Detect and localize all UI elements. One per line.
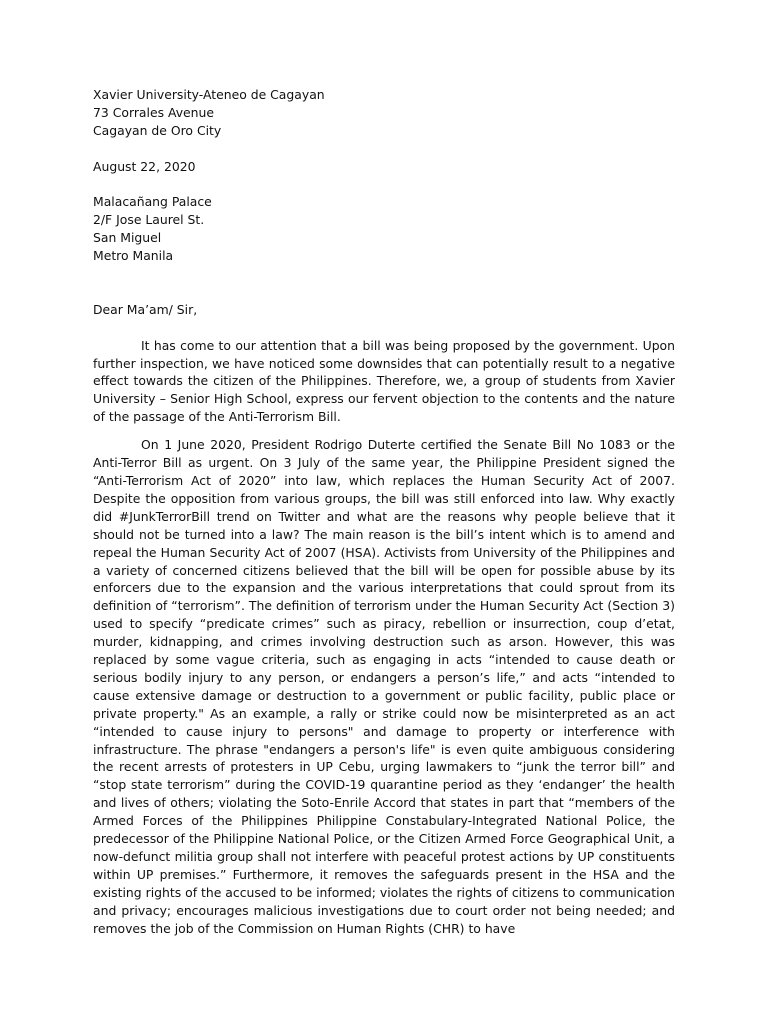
recipient-address [93, 193, 675, 265]
body-paragraph-2: On 1 June 2020, President Rodrigo Duterte certified the Senate Bill No 1083 or the Anti-Terror Bill as urgent. On 3 July of the same year, the Philippine President signed the “Anti-Terrorism Act of 2020” into law, which replaces the Human Security Act of 2007. Despite the opposition from various groups, the bill was still enforced into law. Why exactly did #JunkTerrorBill trend on Twitter and what are the reasons why people believe that it should not be turned into a law? The main reason is the bill’s intent which is to amend and repeal the Human Security Act of 2007 (HSA). Activists from University of the Philippines and a variety of concerned citizens believed that the bill will be open for possible abuse by its enforcers due to the expansion and the various interpretations that could sprout from its definition of “terrorism”. The definition of terrorism under the Human Security Act (Section 3) used to specify “predicate crimes” such as piracy, rebellion or insurrection, coup d’etat, murder, kidnapping, and crimes involving destruction such as arson. However, this was replaced by some vague criteria, such as engaging in acts “intended to cause death or serious bodily injury to any person, or endangers a person’s life,” and acts “intended to cause extensive damage or destruction to a government or public facility, public place or private property." As an example, a rally or strike could now be misinterpreted as an act “intended to cause injury to persons" and damage to property or interference with infrastructure. The phrase "endangers a person's life" is even quite ambiguous considering the recent arrests of protesters in UP Cebu, urging lawmakers to “junk the terror bill” and “stop state terrorism” during the COVID-19 quarantine period as they ‘endanger’ the health and lives of others; violating the Soto-Enrile Accord that states in part that “members of the Armed Forces of the Philippines Philippine Constabulary-Integrated National Police, the predecessor of the Philippine National Police, or the Citizen Armed Force Geographical Unit, a now-defunct militia group shall not interfere with peaceful protest actions by UP constituents within UP premises.” Furthermore, it removes the safeguards present in the HSA and the existing rights of the accused to be informed; violates the rights of citizens to communication and privacy; encourages malicious investigations due to court order not being needed; and removes the job of the Commission on Human Rights (CHR) to have [93, 437, 675, 936]
letter-date: August 22, 2020 [93, 158, 196, 174]
letter-page [93, 86, 675, 938]
sender-address-line: Cagayan de Oro City [93, 122, 222, 138]
sender-address-line: 73 Corrales Avenue [93, 104, 214, 120]
body-paragraph-1: It has come to our attention that a bill was being proposed by the government. Upon further inspection, we have noticed some downsides that can potentially result to a negative effect towards the citizen of the Philippines. Therefore, we, a group of students from Xavier University – Senior High School, express our fervent objection to the contents and the nature of the passage of the Anti-Terrorism Bill. [93, 337, 675, 425]
recipient-address-line: Malacañang Palace [93, 194, 212, 210]
sender-address [93, 86, 675, 140]
recipient-address-line: San Miguel [93, 230, 162, 246]
salutation: Dear Ma’am/ Sir, [93, 301, 198, 317]
recipient-address-line: Metro Manila [93, 248, 174, 264]
sender-address-line: Xavier University-Ateneo de Cagayan [93, 87, 325, 102]
recipient-address-line: 2/F Jose Laurel St. [93, 212, 205, 228]
